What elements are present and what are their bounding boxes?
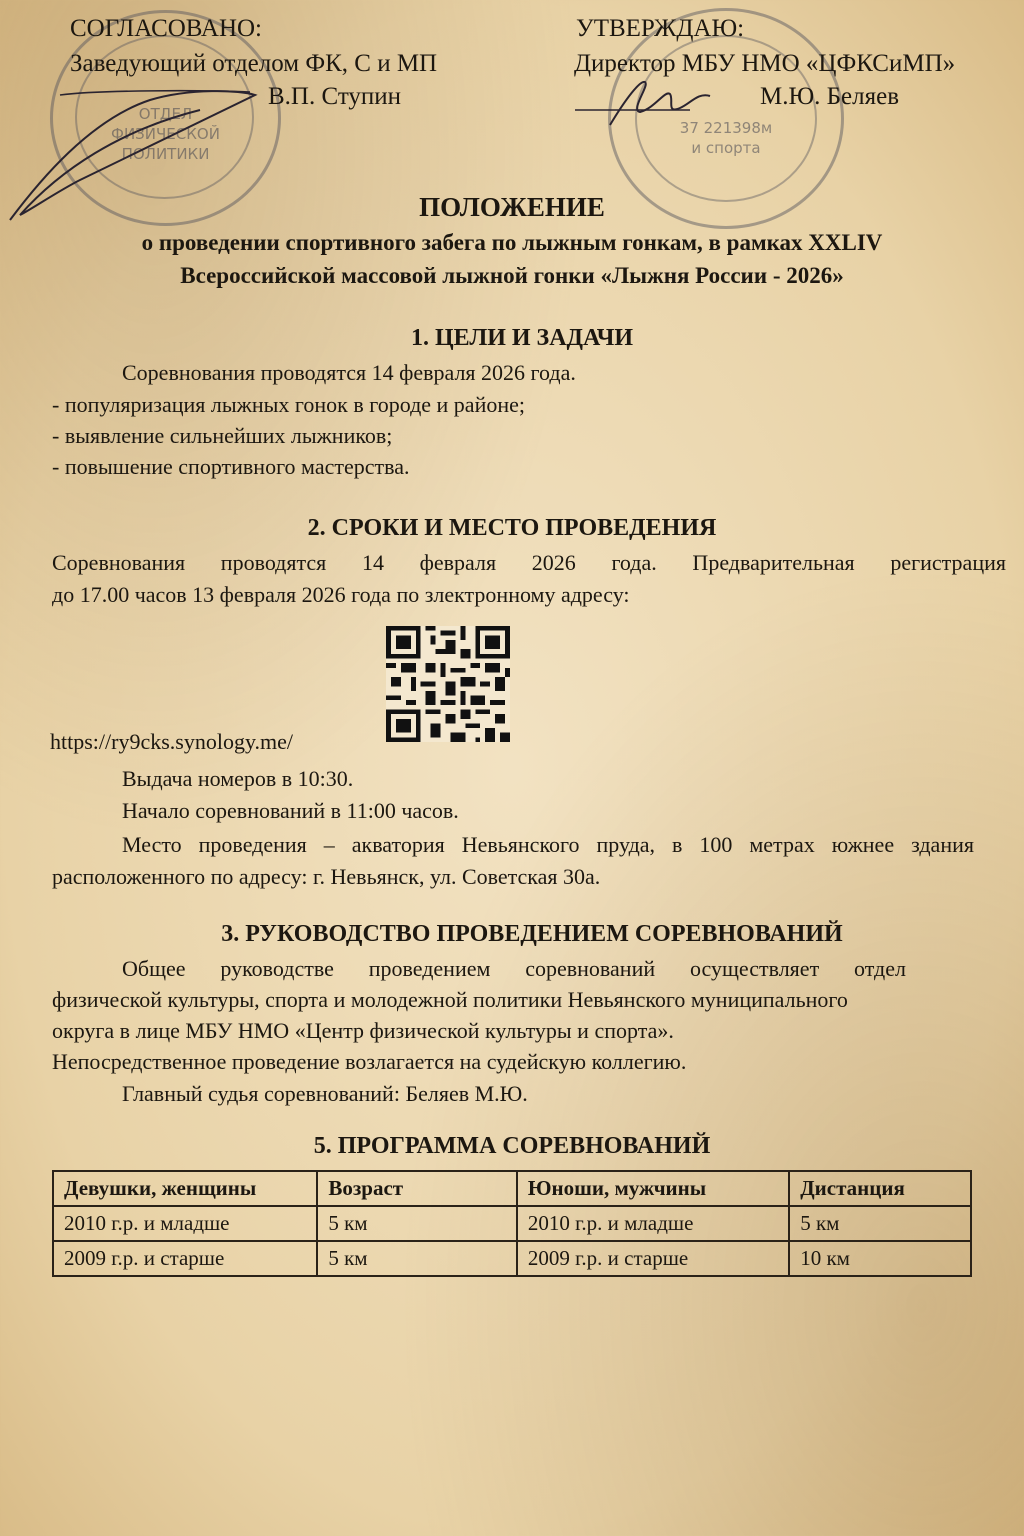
- doc-title: ПОЛОЖЕНИЕ: [419, 192, 605, 222]
- column-header: Возраст: [317, 1171, 517, 1206]
- table-cell: 2009 г.р. и старше: [517, 1241, 789, 1276]
- program-table: [52, 1170, 972, 1277]
- section5-heading: 5. ПРОГРАММА СОРЕВНОВАНИЙ: [313, 1133, 711, 1159]
- table-row: [53, 1206, 971, 1241]
- chief-judge: Главный судья соревнований: Беляев М.Ю.: [122, 1081, 528, 1106]
- table-cell: 2010 г.р. и младше: [517, 1206, 789, 1241]
- section1-item: - популяризация лыжных гонок в городе и районе;: [52, 392, 525, 417]
- section3-line3: округа в лице МБУ НМО «Центр физической культуры и спорта».: [52, 1018, 674, 1043]
- confirm-position: Директор МБУ НМО «ЦФКСиМП»: [574, 50, 956, 77]
- section1-heading: 1. ЦЕЛИ И ЗАДАЧИ: [410, 325, 634, 351]
- section1-item: - повышение спортивного мастерства.: [52, 454, 410, 479]
- table-cell: 5 км: [317, 1241, 517, 1276]
- table-row: [53, 1241, 971, 1276]
- column-header: Юноши, мужчины: [517, 1171, 789, 1206]
- registration-url-link[interactable]: https://ry9cks.synology.me/: [50, 729, 294, 754]
- confirm-name: М.Ю. Беляев: [760, 83, 900, 110]
- start-time: Начало соревнований в 11:00 часов.: [122, 798, 459, 823]
- confirm-label: УТВЕРЖДАЮ:: [576, 15, 745, 42]
- table-cell: 10 км: [789, 1241, 971, 1276]
- table-cell: 2010 г.р. и младше: [53, 1206, 317, 1241]
- table-cell: 2009 г.р. и старше: [53, 1241, 317, 1276]
- section1-item: - выявление сильнейших лыжников;: [52, 423, 393, 448]
- section3-line4: Непосредственное проведение возлагается на судейскую коллегию.: [52, 1049, 687, 1074]
- approval-position: Заведующий отделом ФК, С и МП: [70, 50, 438, 77]
- doc-subtitle-line1: о проведении спортивного забега по лыжным гонкам, в рамках XXLIV: [141, 230, 883, 255]
- section3-heading: 3. РУКОВОДСТВО ПРОВЕДЕНИЕМ СОРЕВНОВАНИЙ: [221, 921, 843, 947]
- column-header: Дистанция: [789, 1171, 971, 1206]
- section3-line1: Общее руководстве проведением соревнований осуществляет отдел: [122, 956, 906, 981]
- approval-label: СОГЛАСОВАНО:: [70, 15, 263, 42]
- section2-line1: Соревнования проводятся 14 февраля 2026 года. Предварительная регистрация: [52, 550, 1006, 575]
- right-signature: [570, 70, 770, 130]
- section3-line2: физической культуры, спорта и молодежной политики Невьянского муниципального: [52, 987, 848, 1012]
- registration-qr-code[interactable]: [386, 626, 510, 742]
- table-cell: 5 км: [789, 1206, 971, 1241]
- section2-heading: 2. СРОКИ И МЕСТО ПРОВЕДЕНИЯ: [307, 515, 717, 541]
- venue-line1: Место проведения – акватория Невьянского пруда, в 100 метрах южнее здания: [122, 832, 974, 857]
- table-cell: 5 км: [317, 1206, 517, 1241]
- doc-subtitle-line2: Всероссийской массовой лыжной гонки «Лыжня России - 2026»: [180, 263, 844, 288]
- venue-line2: расположенного по адресу: г. Невьянск, ул. Советская 30а.: [52, 864, 601, 889]
- numbers-issue-time: Выдача номеров в 10:30.: [122, 766, 354, 791]
- table-header-row: [53, 1171, 971, 1206]
- left-stamp-text-3: ПОЛИТИКИ: [121, 145, 210, 163]
- left-stamp-text-2: ФИЗИЧЕСКОЙ: [111, 125, 220, 143]
- section1-intro: Соревнования проводятся 14 февраля 2026 года.: [122, 360, 576, 385]
- column-header: Девушки, женщины: [53, 1171, 317, 1206]
- approval-name: В.П. Ступин: [268, 83, 402, 110]
- section2-line2: до 17.00 часов 13 февраля 2026 года по злектронному адресу:: [52, 582, 630, 607]
- left-stamp-text-1: ОТДЕЛ: [138, 105, 193, 123]
- right-stamp-text-1: 37 221398м: [679, 119, 773, 137]
- right-stamp-text-2: и спорта: [691, 139, 761, 157]
